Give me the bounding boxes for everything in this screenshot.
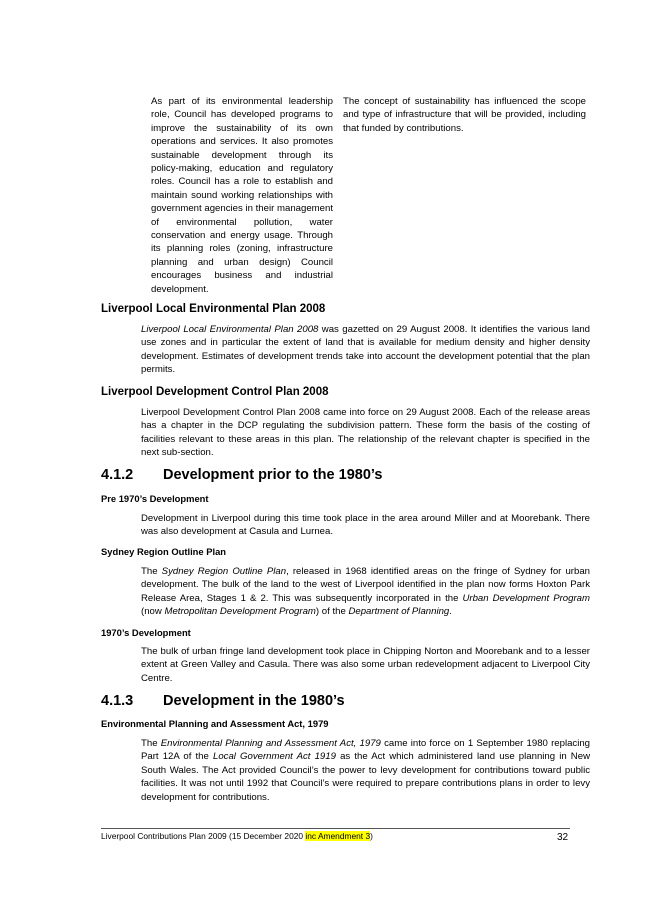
epa-italic-2: Local Government Act 1919 — [212, 751, 336, 763]
epa-paragraph — [141, 737, 590, 804]
epa-italic-1: Environmental Planning and Assessment Act, 1979 — [160, 738, 381, 749]
epa-heading: Environmental Planning and Assessment Act, 1979 — [101, 718, 329, 729]
sydney-italic-4: Department of Planning — [348, 606, 450, 618]
footer-text — [101, 831, 373, 841]
seventies-heading: 1970’s Development — [101, 627, 191, 638]
sydney-text-2: , released in 1968 identified areas on the fringe of Sydney for urban development. The bulk of the land to the west of Liverpool identified in the plan now forms Hoxton Park Release Area, Stages 1 & 2. This was subsequently incorporated in the — [141, 566, 591, 604]
footer-amendment-highlight: inc Amendment 3 — [305, 831, 371, 841]
sydney-text-3: (now — [141, 606, 165, 618]
section-412-number: 4.1.2 — [101, 467, 134, 483]
sydney-italic-2: Urban Development Program — [462, 592, 590, 604]
epa-text-1: The — [141, 738, 161, 749]
footer-close-paren: ) — [370, 831, 373, 841]
dcp-paragraph: Liverpool Development Control Plan 2008 came into force on 29 August 2008. Each of the release areas has a chapter in the DCP regulating the subdivision pattern. These form the basis of the costing of facilities relevant to these areas in this plan. The relationship of the relevant chapter is specified in the next sub-section. — [141, 407, 590, 459]
pre1970-heading: Pre 1970’s Development — [101, 493, 209, 504]
epa-text-2: came into force on 1 September 1980 replacing Part 12A of the — [141, 738, 591, 763]
sydney-text-4: ) of the — [315, 606, 349, 618]
sydney-italic-3: Metropolitan Development Program — [164, 606, 316, 618]
lep-paragraph — [141, 323, 590, 377]
lep-title: Liverpool Local Environmental Plan 2008 — [141, 324, 319, 335]
dcp-heading: Liverpool Development Control Plan 2008 — [101, 386, 329, 398]
section-413-title: Development in the 1980’s — [163, 693, 345, 709]
section-413-heading — [101, 693, 345, 709]
page-number: 32 — [557, 832, 569, 843]
epa-text-3: as the Act which administered land use planning in New South Wales. The Act provided Council’s the power to levy development for contributions toward public facilities. It was not until 1992 that Council’s were required to prepare contributions plans in order to levy development for contributions. — [141, 751, 590, 803]
sydney-text-5: . — [449, 606, 452, 618]
intro-right-column: The concept of sustainability has influenced the scope and type of infrastructure that will be provided, including that funded by contributions. — [343, 96, 586, 134]
intro-left-column: As part of its environmental leadership role, Council has developed programs to improve the sustainability of its own operations and services. It also promotes sustainable development through its policy-making, education and regulatory roles. Council has a role to establish and maintain sound working relationships with government agencies in their management of environmental pollution, water conservation and energy usage. Through its planning roles (zoning, infrastructure planning and urban design) Council encourages business and industrial development. — [151, 96, 333, 295]
seventies-paragraph: The bulk of urban fringe land development took place in Chipping Norton and Moorebank and to a lesser extent at Green Valley and Casula. There was also some urban redevelopment adjacent to Liverpool City Centre. — [141, 646, 590, 684]
footer-plan-name: Liverpool Contributions Plan 2009 (15 December 2020 — [101, 831, 306, 841]
sydney-heading: Sydney Region Outline Plan — [101, 546, 227, 557]
sydney-paragraph — [141, 565, 590, 619]
lep-body: was gazetted on 29 August 2008. It identifies the various land use zones and in particular the extent of land that is available for medium density and higher density development. Estimates of development trends take into account the development potential that the plan permits. — [141, 324, 590, 376]
section-412-heading — [101, 467, 382, 483]
sydney-italic-1: Sydney Region Outline Plan — [161, 566, 287, 577]
lep-heading: Liverpool Local Environmental Plan 2008 — [101, 303, 326, 315]
section-412-title: Development prior to the 1980’s — [163, 467, 383, 483]
sydney-text-1: The — [141, 566, 162, 577]
section-413-number: 4.1.3 — [101, 693, 134, 709]
footer-rule — [101, 828, 570, 829]
pre1970-paragraph: Development in Liverpool during this time took place in the area around Miller and at Moorebank. There was also development at Casula and Lurnea. — [141, 513, 590, 538]
